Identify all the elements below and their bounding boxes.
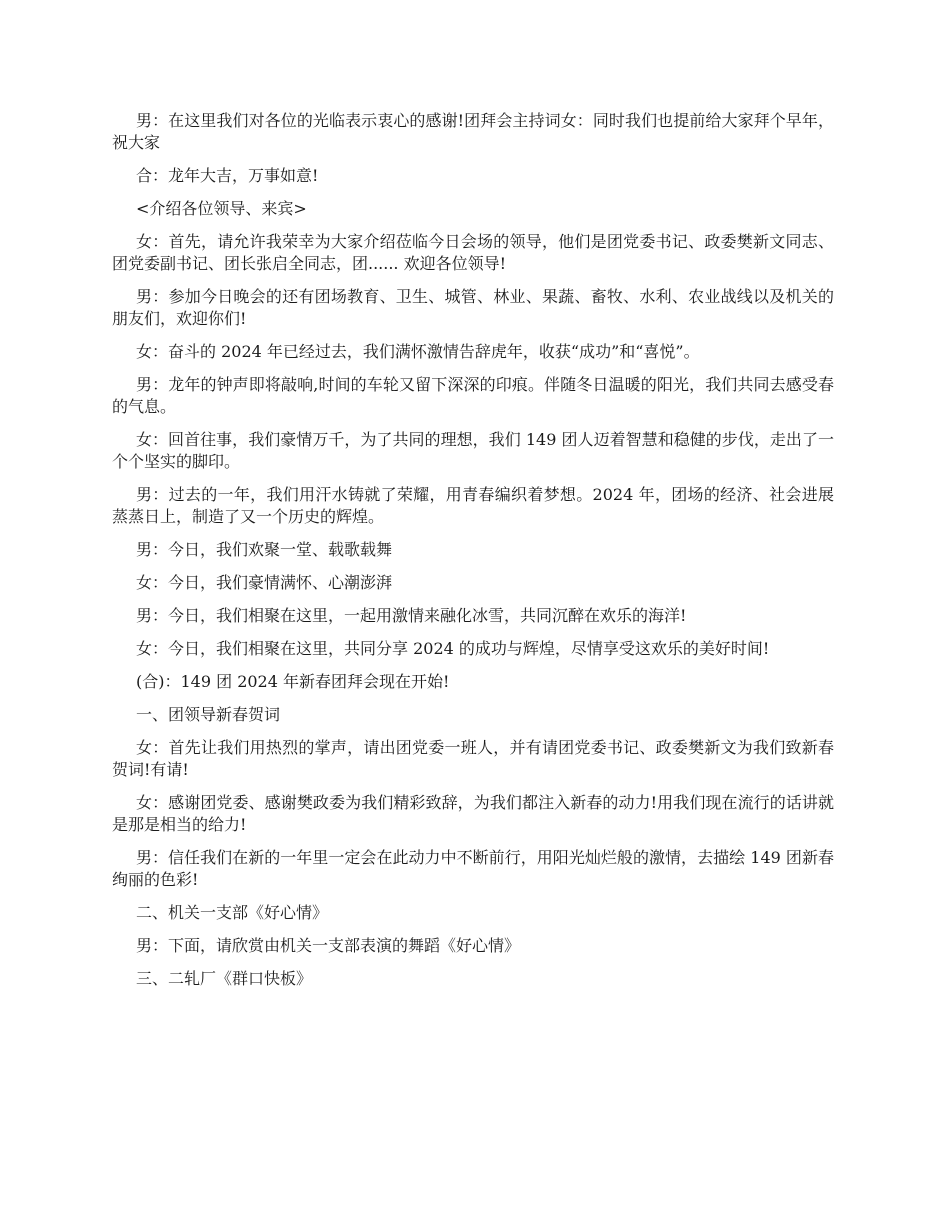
paragraph-10: 男：今日，我们欢聚一堂、载歌载舞 — [136, 540, 393, 559]
paragraph-13: 女：今日，我们相聚在这里，共同分享 2024 的成功与辉煌，尽情享受这欢乐的美好时间! — [136, 639, 770, 658]
paragraph-4: 女：首先，请允许我荣幸为大家介绍莅临今日会场的领导，他们是团党委书记、政委樊新文同志、团党委副书记、团长张启全同志，团...... 欢迎各位领导! — [112, 232, 834, 273]
section-heading-2: 二、机关一支部《好心情》 — [136, 903, 329, 922]
paragraph-3: <介绍各位领导、来宾> — [136, 199, 307, 218]
paragraph-16: 女：感谢团党委、感谢樊政委为我们精彩致辞，为我们都注入新春的动力!用我们现在流行的话讲就是那是相当的给力! — [112, 793, 834, 834]
paragraph-9: 男：过去的一年，我们用汗水铸就了荣耀，用青春编织着梦想。2024 年，团场的经济、社会进展蒸蒸日上，制造了又一个历史的辉煌。 — [112, 485, 834, 526]
section-heading-3: 三、二轧厂《群口快板》 — [136, 969, 313, 988]
paragraph-11: 女：今日，我们豪情满怀、心潮澎湃 — [136, 573, 393, 592]
document-page — [112, 110, 834, 1001]
paragraph-1: 男：在这里我们对各位的光临表示衷心的感谢!团拜会主持词女：同时我们也提前给大家拜个早年，祝大家 — [112, 111, 834, 152]
paragraph-18: 男：下面，请欣赏由机关一支部表演的舞蹈《好心情》 — [136, 936, 521, 955]
paragraph-5: 男：参加今日晚会的还有团场教育、卫生、城管、林业、果蔬、畜牧、水利、农业战线以及机关的朋友们，欢迎你们! — [112, 287, 834, 328]
paragraph-15: 女：首先让我们用热烈的掌声，请出团党委一班人，并有请团党委书记、政委樊新文为我们致新春贺词!有请! — [112, 738, 834, 779]
paragraph-2: 合：龙年大吉，万事如意! — [136, 166, 319, 185]
paragraph-7: 男：龙年的钟声即将敲响,时间的车轮又留下深深的印痕。伴随冬日温暖的阳光，我们共同去感受春的气息。 — [112, 375, 834, 416]
paragraph-14: (合)：149 团 2024 年新春团拜会现在开始! — [136, 672, 450, 691]
paragraph-17: 男：信任我们在新的一年里一定会在此动力中不断前行，用阳光灿烂般的激情，去描绘 149 团新春绚丽的色彩! — [112, 848, 834, 889]
paragraph-12: 男：今日，我们相聚在这里，一起用激情来融化冰雪，共同沉醉在欢乐的海洋! — [136, 606, 687, 625]
paragraph-6: 女：奋斗的 2024 年已经过去，我们满怀激情告辞虎年，收获“成功”和“喜悦”。 — [136, 342, 700, 361]
section-heading-1: 一、团领导新春贺词 — [136, 705, 281, 724]
paragraph-8: 女：回首往事，我们豪情万千，为了共同的理想，我们 149 团人迈着智慧和稳健的步伐，走出了一个个坚实的脚印。 — [112, 430, 834, 471]
